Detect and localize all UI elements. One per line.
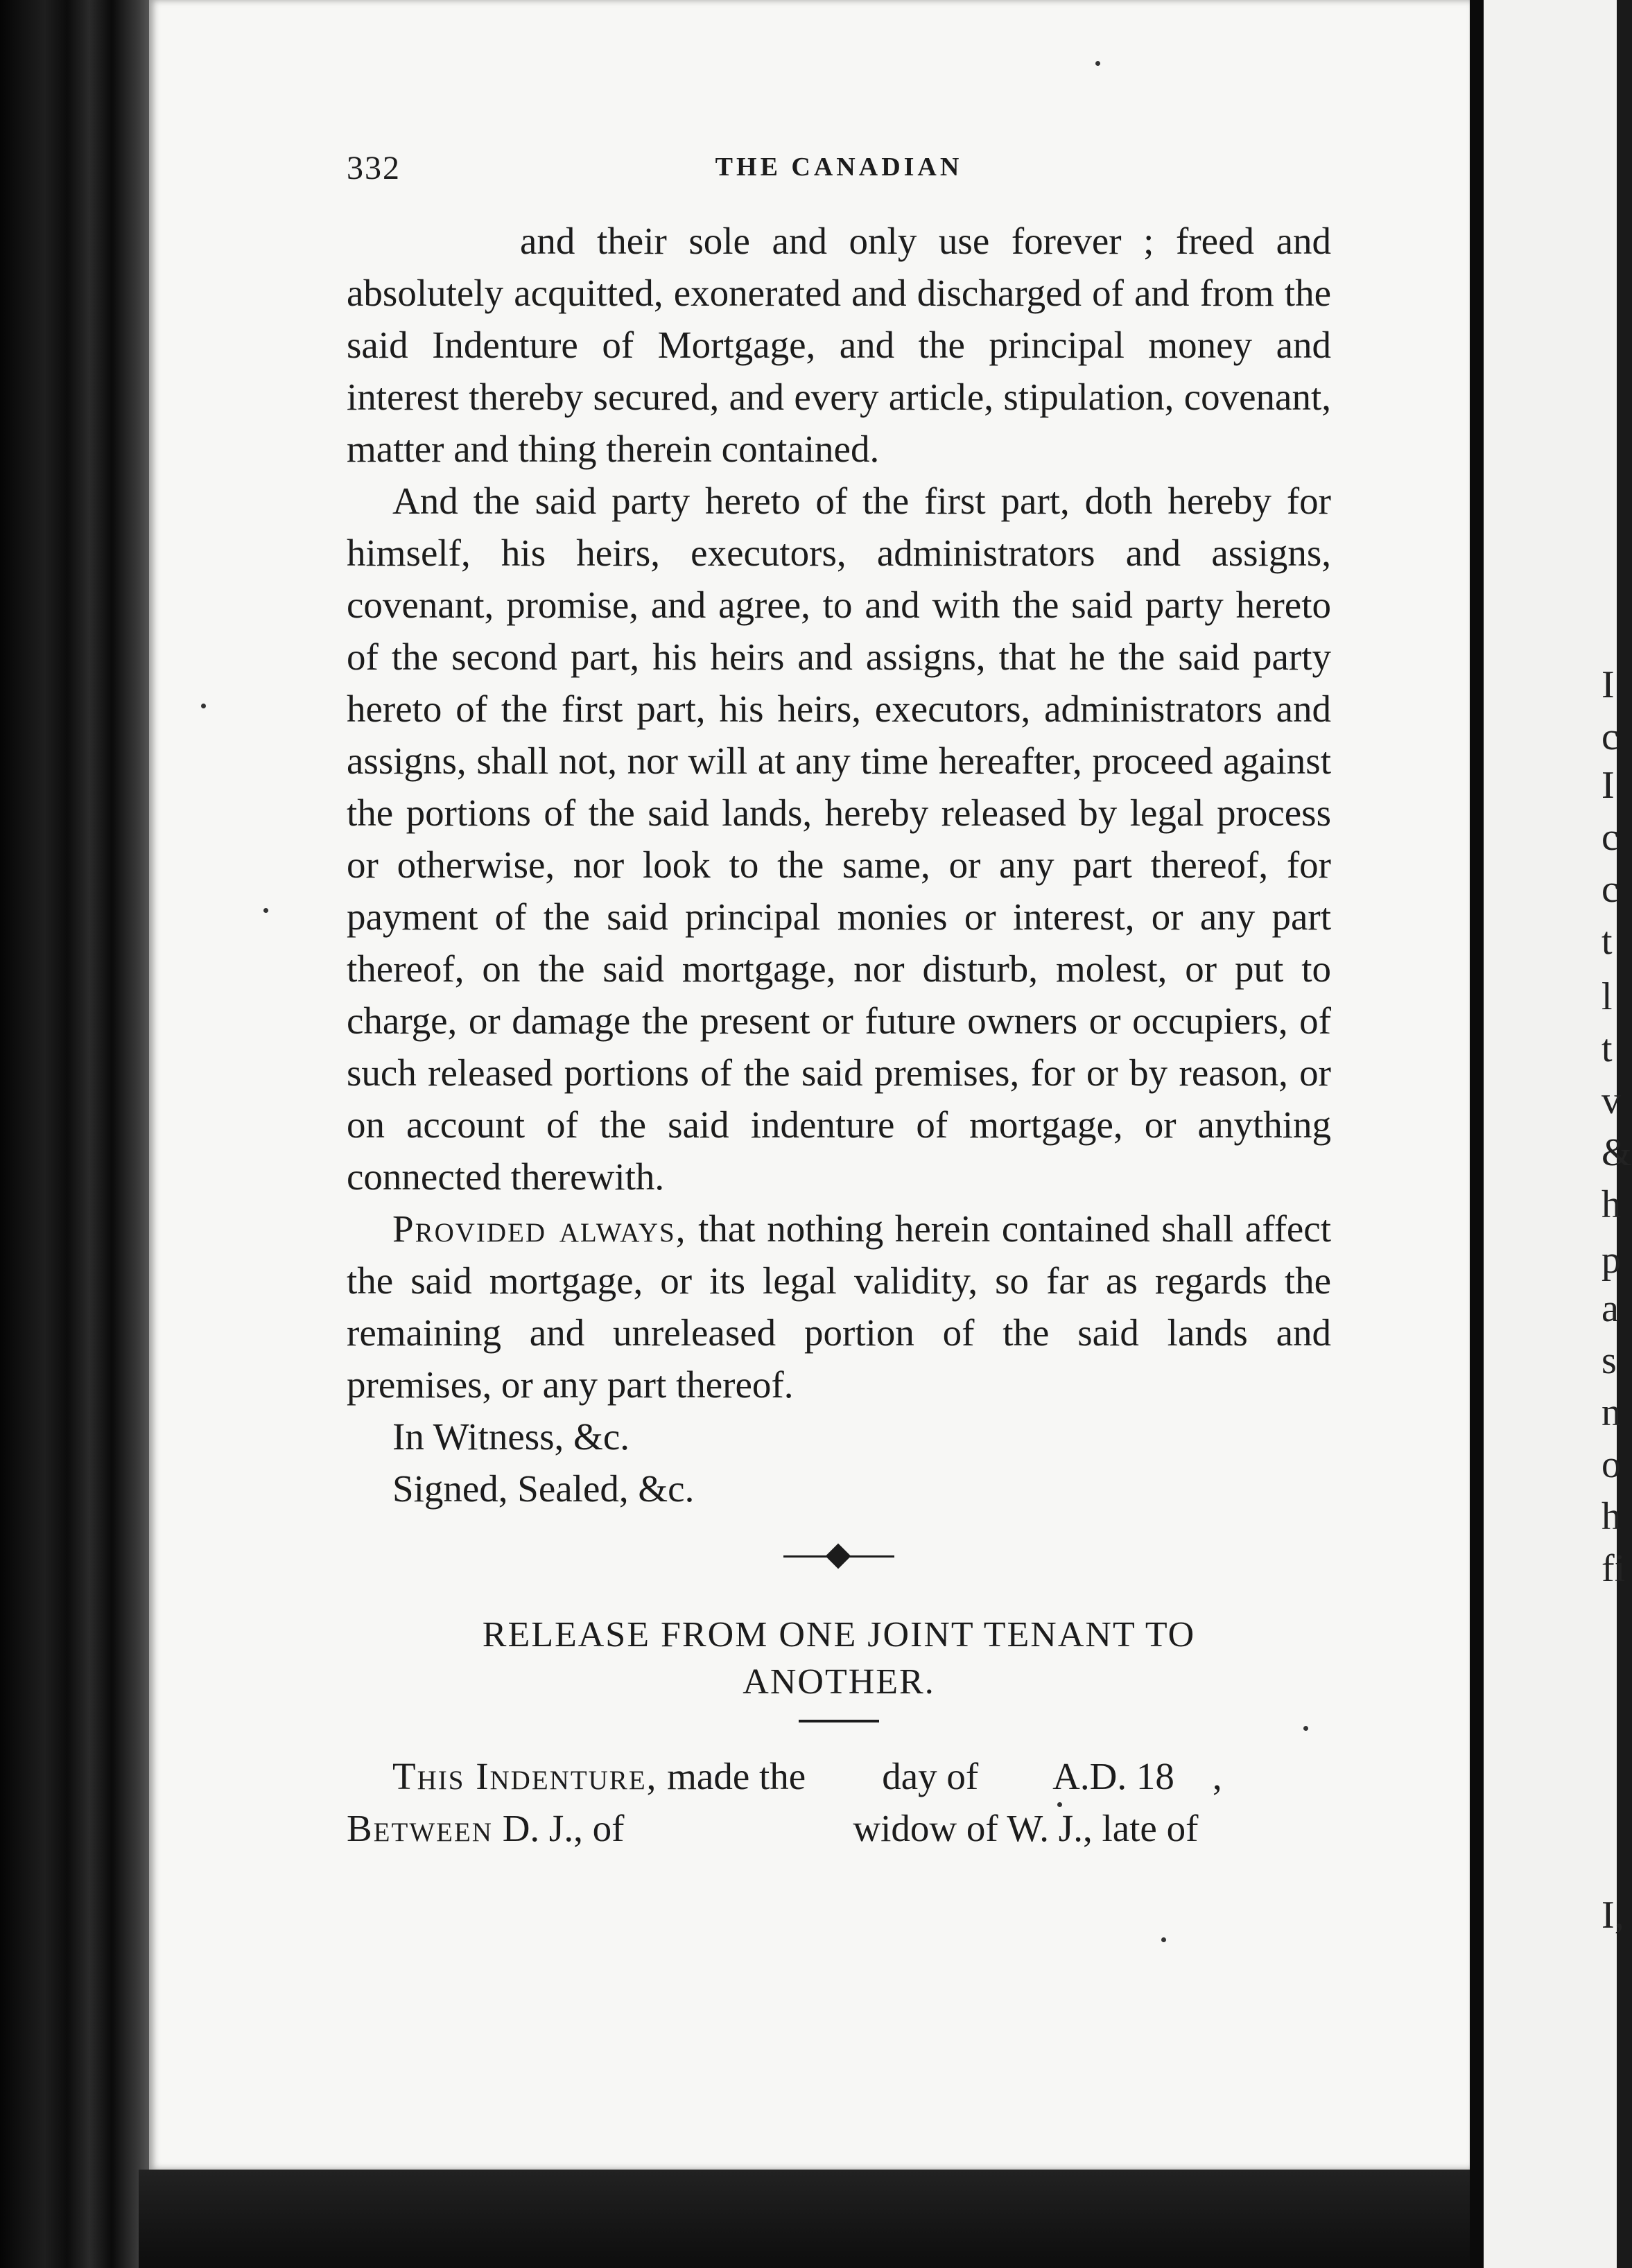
running-title: THE CANADIAN <box>715 152 963 182</box>
facing-page-fragment: h <box>1601 1183 1621 1226</box>
between-lead: Between <box>347 1807 493 1849</box>
facing-page-fragment: a <box>1601 1287 1619 1330</box>
facing-page-edge <box>1484 0 1632 2268</box>
section-title <box>347 1612 1331 1706</box>
facing-page-fragment: h <box>1601 1495 1621 1538</box>
facing-page-fragment: v <box>1601 1079 1621 1122</box>
facing-page-fragment: I, <box>1601 1894 1624 1937</box>
proviso-text: that nothing herein contained shall affect the said mortgage, or its legal validity, so far as regards the remaining and unreleased portion of the said lands and premises, or any part thereof. <box>347 1207 1331 1406</box>
indenture-line-1-text: made the day of A.D. 18 , <box>657 1755 1222 1797</box>
facing-page-fragment: p <box>1601 1239 1621 1282</box>
title-rule <box>799 1720 879 1722</box>
section-title-line-2: ANOTHER. <box>743 1662 935 1702</box>
facing-page-fragment: t <box>1601 1027 1613 1070</box>
facing-page-fragment: t <box>1601 920 1613 963</box>
paper-speck <box>1161 1937 1166 1942</box>
book-spine <box>0 0 149 2268</box>
signed-line: Signed, Sealed, &c. <box>392 1467 695 1510</box>
paragraph-1: and their sole and only use forever ; freed and absolutely acquitted, exonerated and discharged of and from the said Indenture of Mortgage, and the principal money and interest thereby secured, and every article, stipulation, covenant, matter and thing therein contained. <box>347 220 1331 470</box>
indenture-line-2-text: D. J., of widow of W. J., late of <box>492 1807 1199 1849</box>
section-title-line-1: RELEASE FROM ONE JOINT TENANT TO <box>482 1615 1196 1655</box>
paper-speck <box>201 704 206 708</box>
facing-page-fragment: n <box>1601 1391 1621 1434</box>
paper-speck <box>1057 1802 1062 1807</box>
indenture-line-2 <box>347 1802 1331 1854</box>
facing-page-fragment: fi <box>1601 1547 1626 1590</box>
page-number: 332 <box>347 150 401 186</box>
facing-page-fragment: I <box>1601 663 1615 706</box>
page-bottom-edge <box>139 2170 1484 2268</box>
facing-page-fragment: l <box>1601 975 1613 1018</box>
page-gutter <box>1470 0 1484 2268</box>
facing-page-fragment: s <box>1601 1339 1617 1382</box>
diamond-ornament-icon <box>826 1544 851 1569</box>
facing-page-fragment: c <box>1601 868 1619 911</box>
paragraph-3 <box>347 1203 1331 1411</box>
paper-speck <box>1095 61 1100 66</box>
facing-page-fragment: & <box>1601 1131 1632 1174</box>
section-divider-ornament <box>783 1542 894 1570</box>
witness-line: In Witness, &c. <box>392 1415 630 1458</box>
paper-speck <box>263 908 268 913</box>
paper-speck <box>1303 1726 1308 1731</box>
indenture-lead: This Indenture, <box>392 1755 658 1797</box>
facing-page-fragment: I <box>1601 764 1615 807</box>
page-header <box>347 149 1331 191</box>
page-text <box>347 215 1331 1854</box>
proviso-lead: Provided always, <box>392 1207 687 1250</box>
facing-page-fragment: c <box>1601 816 1619 859</box>
paragraph-2: And the said party hereto of the first part, doth hereby for himself, his heirs, executors, administrators and assigns, covenant, promise, and agree, to and with the said party hereto of the second part, his heirs and assigns, that he the said party hereto of the first part, his heirs, executors, administrators and assigns, shall not, nor will at any time hereafter, proceed against the portions of the said lands, hereby released by legal process or otherwise, nor look to the same, or any part thereof, for payment of the said principal monies or interest, or any part thereof, on the said mortgage, nor disturb, molest, or put to charge, or damage the present or future owners or occupiers, of such released portions of the said premises, for or by reason, or on account of the said indenture of mortgage, or anything connected therewith. <box>347 480 1331 1198</box>
indenture-line-1 <box>347 1750 1331 1802</box>
facing-page-fragment: o <box>1601 1443 1621 1486</box>
facing-page-fragment: c <box>1601 715 1619 758</box>
